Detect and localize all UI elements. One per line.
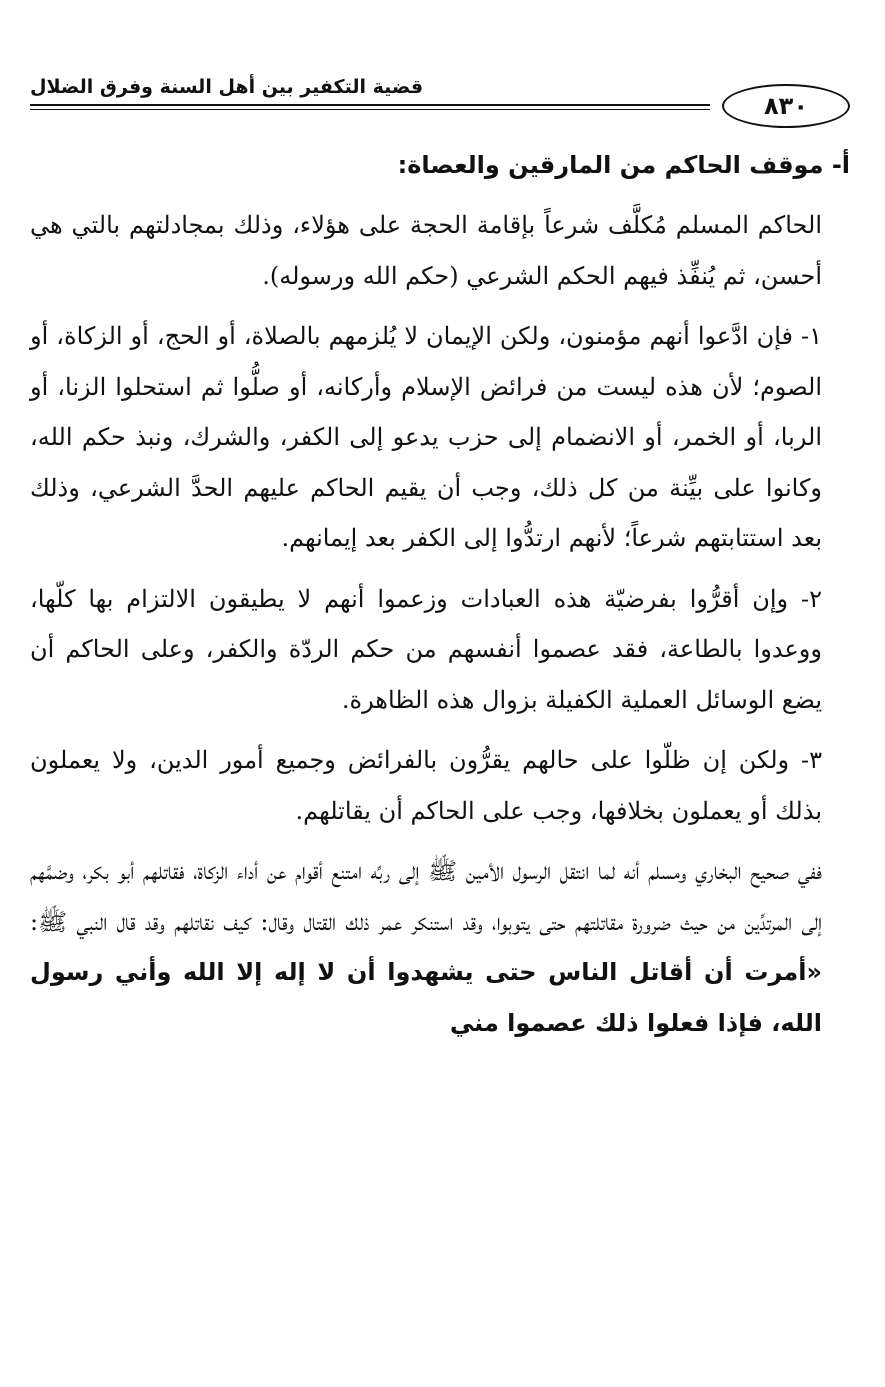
running-title: قضية التكفير بين أهل السنة وفرق الضلال xyxy=(30,76,424,98)
page-number-badge xyxy=(722,84,850,128)
page-header xyxy=(30,72,850,132)
paragraph-2: ١- فإن ادَّعوا أنهم مؤمنون، ولكن الإيمان لا يُلزمهم بالصلاة، أو الحج، أو الزكاة، أو الصوم؛ لأن هذه ليست من فرائض الإسلام وأركانه، أو صلُّوا ثم استحلوا الزنا، أو الربا، أو الخمر، أو الانضمام إلى حزب يدعو إلى الكفر، والشرك، ونبذ حكم الله، وكانوا على بيِّنة من كل ذلك، وجب أن يقيم الحاكم عليهم الحدَّ الشرعي، وذلك بعد استتابتهم شرعاً؛ لأنهم ارتدُّوا إلى الكفر بعد إيمانهم. xyxy=(30,322,823,552)
header-rule-thick xyxy=(30,104,710,106)
header-rule-thin xyxy=(30,109,710,110)
paragraph-5 xyxy=(30,846,850,1048)
section-heading: أ- موقف الحاكم من المارقين والعصاة: xyxy=(397,151,850,179)
hadith-quote: «أمرت أن أقاتل الناس حتى يشهدوا أن لا إله إلا الله وأني رسول الله، فإذا فعلوا ذلك عصموا مني xyxy=(30,958,822,1037)
page-body xyxy=(30,140,850,1048)
paragraph-3: ٢- وإن أقرُّوا بفرضيّة هذه العبادات وزعموا أنهم لا يطيقون الالتزام بها كلّها، ووعدوا بالطاعة، فقد عصموا أنفسهم من حكم الردّة والكفر، وعلى الحاكم أن يضع الوسائل العملية الكفيلة بزوال هذه الظاهرة. xyxy=(30,584,822,714)
paragraph-1: الحاكم المسلم مُكلَّف شرعاً بإقامة الحجة على هؤلاء، وذلك بمجادلتهم بالتي هي أحسن، ثم يُنفِّذ فيهم الحكم الشرعي (حكم الله ورسوله). xyxy=(30,211,822,290)
paragraph-4: ٣- ولكن إن ظلّوا على حالهم يقرُّون بالفرائض وجميع أمور الدين، ولا يعملون بذلك أو يعملون بخلافها، وجب على الحاكم أن يقاتلهم. xyxy=(30,746,822,825)
page-number: ٨٣٠ xyxy=(764,92,808,120)
paragraph-5-text: ففي صحيح البخاري ومسلم أنه لما انتقل الرسول الأمين ﷺ إلى ربِّه امتنع أقوام عن أداء الزكاة، فقاتلهم أبو بكر، وضمَّهم إلى المرتدِّين من حيث ضرورة مقاتلتهم حتى يتوبوا، وقد استنكر عمر ذلك القتال وقال: كيف نقاتلهم وقد قال النبي ﷺ: xyxy=(30,857,823,936)
